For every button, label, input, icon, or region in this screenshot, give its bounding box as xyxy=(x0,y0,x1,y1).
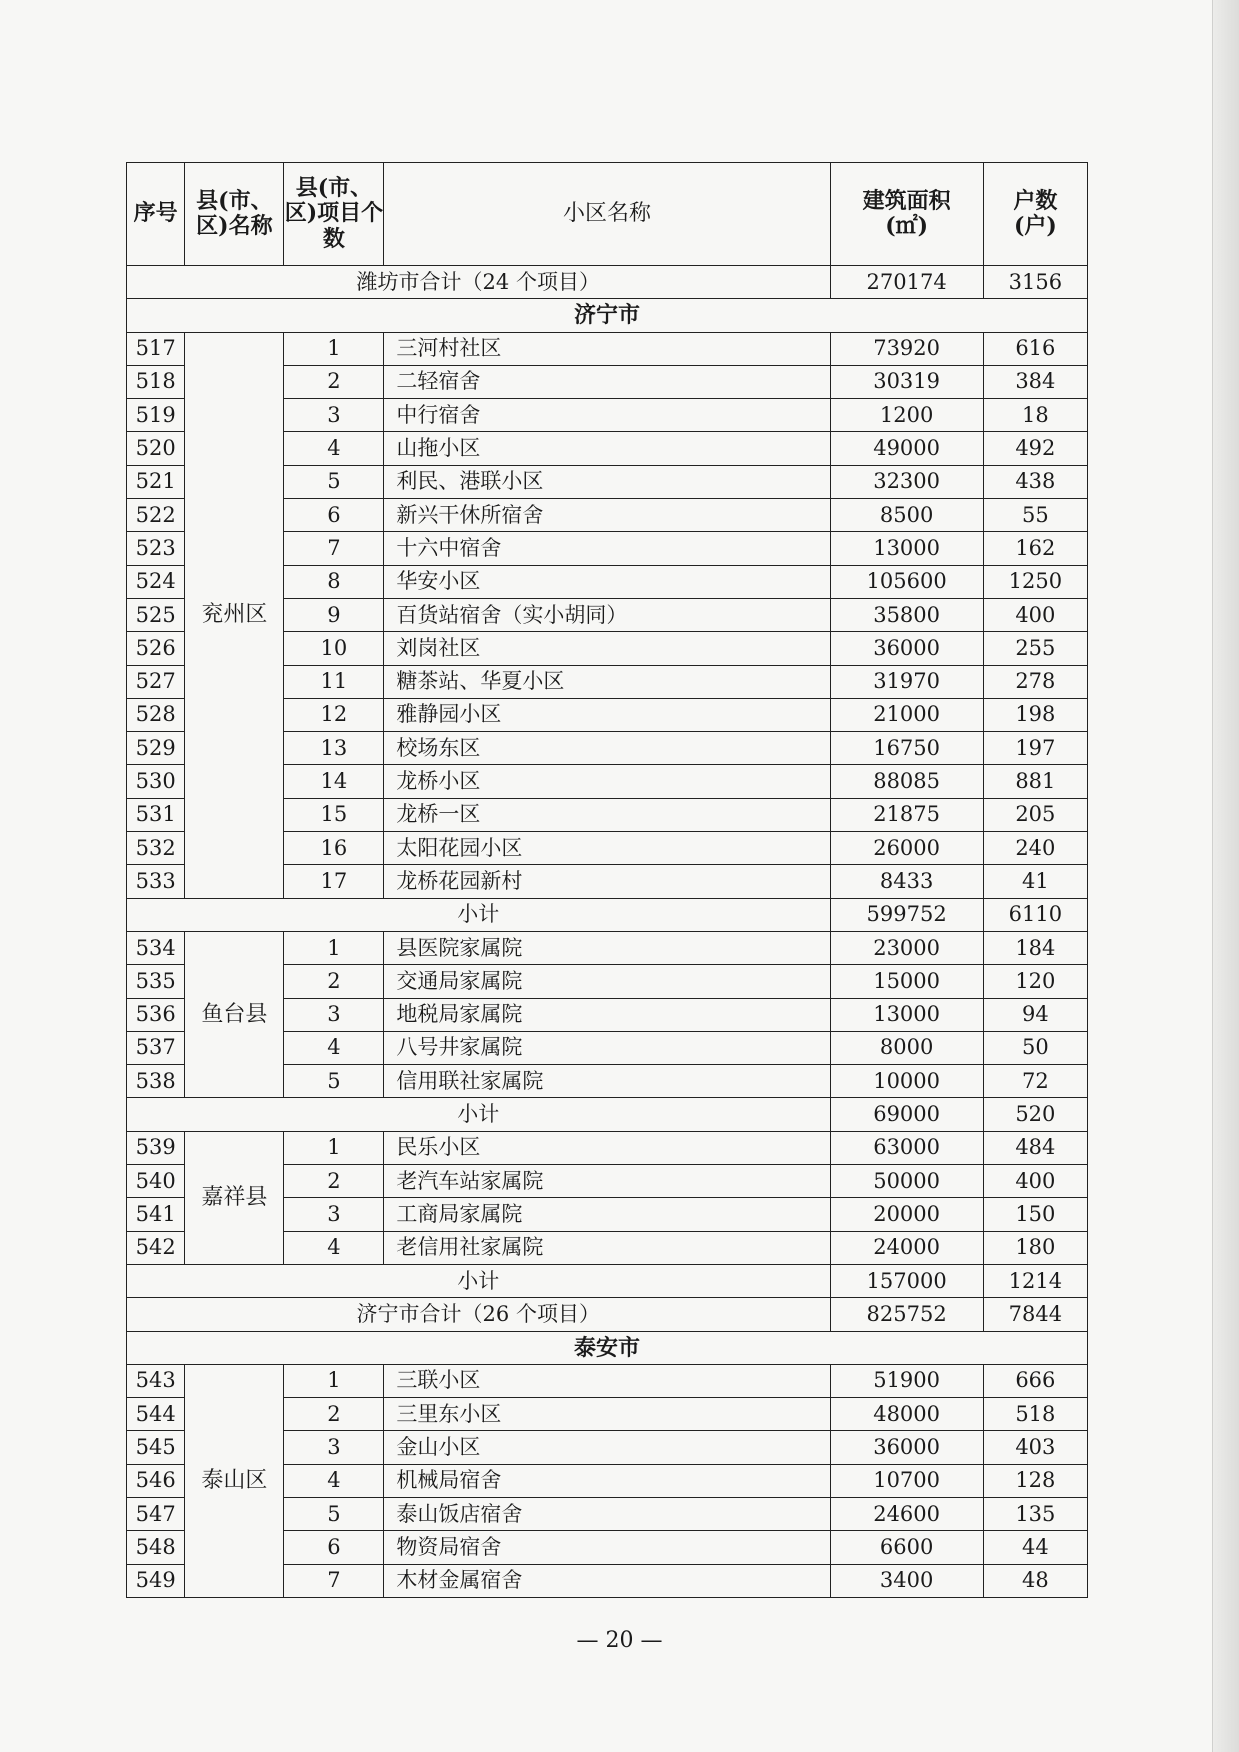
row-seq: 542 xyxy=(127,1231,185,1264)
row-area: 6600 xyxy=(830,1531,983,1564)
subtotal-households: 1214 xyxy=(983,1264,1087,1297)
row-community-name: 龙桥花园新村 xyxy=(384,865,830,898)
row-seq: 543 xyxy=(127,1364,185,1397)
header-households-line1: 户数 xyxy=(1013,187,1058,214)
row-community-name: 县医院家属院 xyxy=(384,931,830,964)
row-households: 438 xyxy=(983,465,1087,498)
county-name: 鱼台县 xyxy=(185,931,284,1097)
row-households: 400 xyxy=(983,598,1087,631)
row-project-index: 14 xyxy=(284,765,384,798)
row-project-index: 16 xyxy=(284,832,384,865)
row-project-index: 4 xyxy=(284,432,384,465)
city-total-row xyxy=(127,1298,1088,1331)
row-area: 49000 xyxy=(830,432,983,465)
row-seq: 548 xyxy=(127,1531,185,1564)
region-title-row xyxy=(127,1331,1088,1364)
row-project-index: 2 xyxy=(284,1165,384,1198)
row-area: 21875 xyxy=(830,798,983,831)
row-community-name: 老信用社家属院 xyxy=(384,1231,830,1264)
row-seq: 523 xyxy=(127,532,185,565)
row-community-name: 金山小区 xyxy=(384,1431,830,1464)
row-seq: 545 xyxy=(127,1431,185,1464)
header-seq: 序号 xyxy=(127,163,185,266)
header-county: 县(市、区)名称 xyxy=(185,163,284,266)
row-seq: 526 xyxy=(127,632,185,665)
row-households: 18 xyxy=(983,399,1087,432)
row-households: 94 xyxy=(983,998,1087,1031)
row-seq: 517 xyxy=(127,332,185,365)
row-households: 41 xyxy=(983,865,1087,898)
row-project-index: 3 xyxy=(284,399,384,432)
row-area: 32300 xyxy=(830,465,983,498)
row-area: 73920 xyxy=(830,332,983,365)
subtotal-households: 6110 xyxy=(983,898,1087,931)
table-header-row xyxy=(127,163,1088,266)
page-number: — 20 — xyxy=(576,1628,663,1653)
row-seq: 528 xyxy=(127,698,185,731)
row-area: 30319 xyxy=(830,365,983,398)
row-seq: 541 xyxy=(127,1198,185,1231)
row-seq: 535 xyxy=(127,965,185,998)
row-seq: 532 xyxy=(127,832,185,865)
row-households: 403 xyxy=(983,1431,1087,1464)
subtotal-label: 小计 xyxy=(127,898,831,931)
subtotal-row xyxy=(127,898,1088,931)
row-community-name: 太阳花园小区 xyxy=(384,832,830,865)
row-area: 13000 xyxy=(830,532,983,565)
row-community-name: 糖茶站、华夏小区 xyxy=(384,665,830,698)
subtotal-row xyxy=(127,1098,1088,1131)
row-project-index: 1 xyxy=(284,1364,384,1397)
row-community-name: 民乐小区 xyxy=(384,1131,830,1164)
row-project-index: 12 xyxy=(284,698,384,731)
row-community-name: 三里东小区 xyxy=(384,1398,830,1431)
row-seq: 522 xyxy=(127,499,185,532)
city-total-area: 825752 xyxy=(830,1298,983,1331)
row-area: 1200 xyxy=(830,399,983,432)
row-area: 26000 xyxy=(830,832,983,865)
row-project-index: 2 xyxy=(284,1398,384,1431)
row-seq: 534 xyxy=(127,931,185,964)
row-area: 15000 xyxy=(830,965,983,998)
row-households: 518 xyxy=(983,1398,1087,1431)
row-community-name: 信用联社家属院 xyxy=(384,1065,830,1098)
region-title: 济宁市 xyxy=(127,299,1088,332)
row-project-index: 2 xyxy=(284,965,384,998)
table-row xyxy=(127,931,1088,964)
row-households: 128 xyxy=(983,1464,1087,1497)
weifang-total-households: 3156 xyxy=(983,266,1087,299)
row-community-name: 机械局宿舍 xyxy=(384,1464,830,1497)
row-households: 198 xyxy=(983,698,1087,731)
row-households: 44 xyxy=(983,1531,1087,1564)
weifang-total-label: 潍坊市合计（24 个项目） xyxy=(127,266,831,299)
row-households: 384 xyxy=(983,365,1087,398)
row-community-name: 二轻宿舍 xyxy=(384,365,830,398)
row-households: 135 xyxy=(983,1497,1087,1530)
header-area-line2: (㎡) xyxy=(885,213,929,239)
weifang-total-row xyxy=(127,266,1088,299)
county-name: 嘉祥县 xyxy=(185,1131,284,1264)
row-households: 616 xyxy=(983,332,1087,365)
row-area: 21000 xyxy=(830,698,983,731)
row-area: 8000 xyxy=(830,1031,983,1064)
row-households: 278 xyxy=(983,665,1087,698)
row-seq: 537 xyxy=(127,1031,185,1064)
row-community-name: 山拖小区 xyxy=(384,432,830,465)
row-community-name: 中行宿舍 xyxy=(384,399,830,432)
row-project-index: 1 xyxy=(284,1131,384,1164)
row-community-name: 新兴干休所宿舍 xyxy=(384,499,830,532)
row-households: 184 xyxy=(983,931,1087,964)
row-project-index: 4 xyxy=(284,1231,384,1264)
city-total-households: 7844 xyxy=(983,1298,1087,1331)
row-project-index: 7 xyxy=(284,532,384,565)
row-project-index: 4 xyxy=(284,1031,384,1064)
row-community-name: 木材金属宿舍 xyxy=(384,1564,830,1597)
row-seq: 538 xyxy=(127,1065,185,1098)
row-area: 31970 xyxy=(830,665,983,698)
table-row xyxy=(127,1131,1088,1164)
row-households: 400 xyxy=(983,1165,1087,1198)
row-seq: 546 xyxy=(127,1464,185,1497)
row-community-name: 八号井家属院 xyxy=(384,1031,830,1064)
row-seq: 527 xyxy=(127,665,185,698)
row-community-name: 雅静园小区 xyxy=(384,698,830,731)
row-area: 13000 xyxy=(830,998,983,1031)
row-households: 492 xyxy=(983,432,1087,465)
row-project-index: 8 xyxy=(284,565,384,598)
row-area: 48000 xyxy=(830,1398,983,1431)
weifang-total-area: 270174 xyxy=(830,266,983,299)
subtotal-label: 小计 xyxy=(127,1098,831,1131)
row-households: 881 xyxy=(983,765,1087,798)
row-area: 24600 xyxy=(830,1497,983,1530)
row-community-name: 三河村社区 xyxy=(384,332,830,365)
row-seq: 549 xyxy=(127,1564,185,1597)
row-seq: 531 xyxy=(127,798,185,831)
region-title-row xyxy=(127,299,1088,332)
row-community-name: 华安小区 xyxy=(384,565,830,598)
row-households: 50 xyxy=(983,1031,1087,1064)
row-area: 3400 xyxy=(830,1564,983,1597)
row-households: 1250 xyxy=(983,565,1087,598)
county-name: 泰山区 xyxy=(185,1364,284,1597)
header-name: 小区名称 xyxy=(384,163,830,266)
row-households: 72 xyxy=(983,1065,1087,1098)
subtotal-label: 小计 xyxy=(127,1264,831,1297)
row-project-index: 10 xyxy=(284,632,384,665)
subtotal-area: 599752 xyxy=(830,898,983,931)
row-project-index: 4 xyxy=(284,1464,384,1497)
row-project-index: 6 xyxy=(284,1531,384,1564)
row-area: 23000 xyxy=(830,931,983,964)
row-area: 8500 xyxy=(830,499,983,532)
row-seq: 540 xyxy=(127,1165,185,1198)
row-community-name: 物资局宿舍 xyxy=(384,1531,830,1564)
row-community-name: 工商局家属院 xyxy=(384,1198,830,1231)
page-edge xyxy=(1212,0,1239,1752)
row-area: 88085 xyxy=(830,765,983,798)
row-households: 55 xyxy=(983,499,1087,532)
row-community-name: 校场东区 xyxy=(384,732,830,765)
row-community-name: 地税局家属院 xyxy=(384,998,830,1031)
row-community-name: 十六中宿舍 xyxy=(384,532,830,565)
row-area: 36000 xyxy=(830,1431,983,1464)
row-seq: 539 xyxy=(127,1131,185,1164)
subtotal-area: 69000 xyxy=(830,1098,983,1131)
row-seq: 519 xyxy=(127,399,185,432)
row-seq: 529 xyxy=(127,732,185,765)
row-area: 63000 xyxy=(830,1131,983,1164)
row-community-name: 刘岗社区 xyxy=(384,632,830,665)
row-households: 205 xyxy=(983,798,1087,831)
row-project-index: 3 xyxy=(284,998,384,1031)
row-project-index: 17 xyxy=(284,865,384,898)
row-project-index: 3 xyxy=(284,1198,384,1231)
row-project-index: 1 xyxy=(284,332,384,365)
row-community-name: 百货站宿舍（实小胡同） xyxy=(384,598,830,631)
subtotal-area: 157000 xyxy=(830,1264,983,1297)
row-project-index: 5 xyxy=(284,465,384,498)
row-community-name: 龙桥小区 xyxy=(384,765,830,798)
row-project-index: 1 xyxy=(284,931,384,964)
row-households: 197 xyxy=(983,732,1087,765)
header-area xyxy=(830,163,983,266)
city-total-label: 济宁市合计（26 个项目） xyxy=(127,1298,831,1331)
row-seq: 524 xyxy=(127,565,185,598)
row-area: 10000 xyxy=(830,1065,983,1098)
row-community-name: 泰山饭店宿舍 xyxy=(384,1497,830,1530)
row-community-name: 老汽车站家属院 xyxy=(384,1165,830,1198)
row-project-index: 7 xyxy=(284,1564,384,1597)
row-households: 162 xyxy=(983,532,1087,565)
row-area: 50000 xyxy=(830,1165,983,1198)
row-seq: 525 xyxy=(127,598,185,631)
row-community-name: 交通局家属院 xyxy=(384,965,830,998)
row-project-index: 9 xyxy=(284,598,384,631)
row-seq: 547 xyxy=(127,1497,185,1530)
row-project-index: 11 xyxy=(284,665,384,698)
row-area: 51900 xyxy=(830,1364,983,1397)
header-households-line2: (户) xyxy=(1013,213,1057,239)
row-area: 20000 xyxy=(830,1198,983,1231)
subtotal-row xyxy=(127,1264,1088,1297)
table-row xyxy=(127,1364,1088,1397)
row-area: 24000 xyxy=(830,1231,983,1264)
row-seq: 533 xyxy=(127,865,185,898)
row-seq: 544 xyxy=(127,1398,185,1431)
row-seq: 530 xyxy=(127,765,185,798)
row-households: 255 xyxy=(983,632,1087,665)
region-title: 泰安市 xyxy=(127,1331,1088,1364)
row-project-index: 2 xyxy=(284,365,384,398)
row-seq: 518 xyxy=(127,365,185,398)
row-project-index: 13 xyxy=(284,732,384,765)
row-project-index: 5 xyxy=(284,1497,384,1530)
row-households: 240 xyxy=(983,832,1087,865)
row-households: 48 xyxy=(983,1564,1087,1597)
header-area-line1: 建筑面积 xyxy=(862,187,951,214)
housing-table xyxy=(126,162,1088,1598)
row-project-index: 3 xyxy=(284,1431,384,1464)
row-community-name: 三联小区 xyxy=(384,1364,830,1397)
row-area: 35800 xyxy=(830,598,983,631)
row-project-index: 5 xyxy=(284,1065,384,1098)
row-area: 10700 xyxy=(830,1464,983,1497)
row-seq: 536 xyxy=(127,998,185,1031)
row-project-index: 15 xyxy=(284,798,384,831)
row-households: 120 xyxy=(983,965,1087,998)
header-households xyxy=(983,163,1087,266)
row-households: 484 xyxy=(983,1131,1087,1164)
county-name: 兖州区 xyxy=(185,332,284,898)
row-community-name: 利民、港联小区 xyxy=(384,465,830,498)
row-area: 16750 xyxy=(830,732,983,765)
row-seq: 521 xyxy=(127,465,185,498)
row-households: 180 xyxy=(983,1231,1087,1264)
row-area: 8433 xyxy=(830,865,983,898)
row-area: 105600 xyxy=(830,565,983,598)
subtotal-households: 520 xyxy=(983,1098,1087,1131)
row-area: 36000 xyxy=(830,632,983,665)
row-seq: 520 xyxy=(127,432,185,465)
row-community-name: 龙桥一区 xyxy=(384,798,830,831)
row-households: 666 xyxy=(983,1364,1087,1397)
row-project-index: 6 xyxy=(284,499,384,532)
table-row xyxy=(127,332,1088,365)
row-households: 150 xyxy=(983,1198,1087,1231)
header-count: 县(市、区)项目个数 xyxy=(284,163,384,266)
